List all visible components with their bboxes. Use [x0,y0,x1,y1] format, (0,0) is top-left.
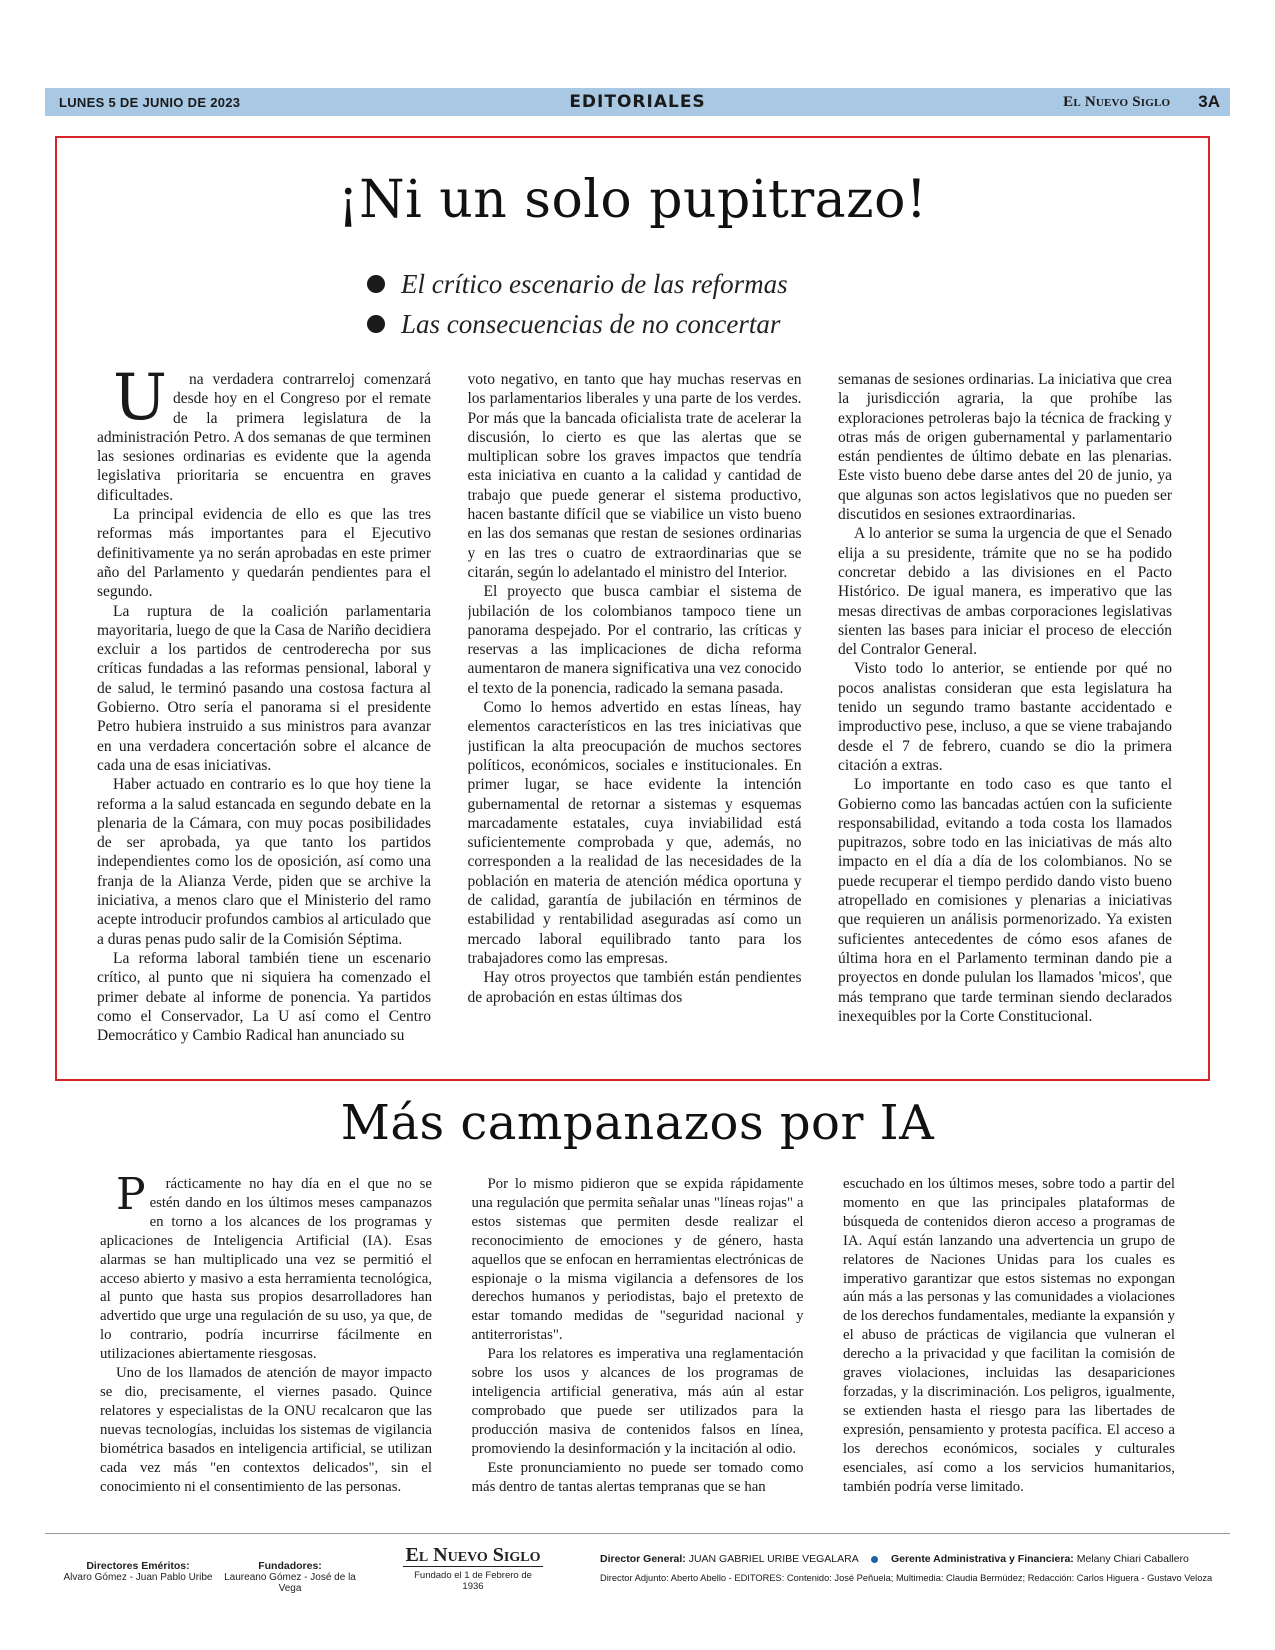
gerente-label: Gerente Administrativa y Financiera: [890,1553,1074,1565]
paragraph: Hay otros proyectos que también están pendientes de aprobación en estas últimas dos [467,969,802,1006]
paragraph: Haber actuado en contrario es lo que hoy tiene la reforma a la salud estancada en segundo debate en la plenaria de la Cámara, con muy pocas posibilidades de ser aprobada, ya que tanto los partidos independientes como los de oposición, así como una franja de la Alianza Verde, piden que se archive la iniciativa, a menos claro que el Ministerio del ramo acepte introducir profundos cambios al articulado que a duras penas pudo salir de la Comisión Séptima. [97,776,431,948]
gerente-name: Melany Chiari Caballero [1076,1553,1189,1565]
text-column [100,1175,432,1510]
paragraph: La ruptura de la coalición parlamentaria mayoritaria, luego de que la Casa de Nariño decidiera excluir a los partidos de centroderecha por sus críticas fundadas a las reformas pensional, laboral y de salud, le terminó pasando una costosa factura al Gobierno. Otro sería el panorama si el presidente Petro hubiera instruido a sus ministros para avanzar en una verdadera concertación sobre el alcance de cada una de esas iniciativas. [97,602,431,774]
paragraph: Por lo mismo pidieron que se expida rápidamente una regulación que permita señalar unas "líneas rojas" a estos sistemas que permiten desde realizar el reconocimiento de emociones y de género, hasta aquellos que se enfocan en herramientas electrónicas de espionaje o la misma vigilancia a defensores de los derechos humanos y periodistas, bajo el pretexto de estar tomando medidas de "seguridad nacional y antiterroristas". [471,1176,804,1344]
paragraph: Para los relatores es imperativa una reglamentación sobre los usos y alcances de los programas de inteligencia artificial generativa, más aún al estar comprobado que puede ser utilizados para la producción masiva de contenidos falsos en línea, promoviendo la desinformación y la incitación al odio. [471,1346,804,1457]
second-editorial-title: Más campanazos por IA [340,1095,935,1151]
drop-cap: P [116,1175,146,1220]
subhead-item [367,304,788,344]
emeritos-label: Directores Eméritos: [86,1560,190,1572]
paragraph: Lo importante en todo caso es que tanto el Gobierno como las bancadas actúen con la suficiente responsabilidad, evitando a toda costa los llamados pupitrazos, sobre todo en las iniciativas de más alto impacto en el día a día de los colombianos. No se puede recuperar el tiempo perdido dando visto bueno atropellado en comisiones y plenarias a iniciativas que requieren un análisis pormenorizado. Ya existen suficientes antecedentes de cómo esos afanes de última hora en el Parlamento terminan dando pie a proyectos en donde pululan los llamados 'micos', que más temprano que tarde terminan siendo declarados inexequibles por la Corte Constitucional. [838,776,1172,1025]
editorial-subheads [367,264,788,344]
subhead-text: El crítico escenario de las reformas [401,269,788,299]
paragraph: La principal evidencia de ello es que las tres reformas más importantes para el Ejecutivo definitivamente ya no serán aprobadas en este primer año del Parlamento y quedarán pendientes para el segundo. [97,506,431,601]
paragraph: Uno de los llamados de atención de mayor impacto se dio, precisamente, el viernes pasado. Quince relatores y especialistas de la ONU recalcaron que las nuevas tecnologías, incluidas los sistemas de vigilancia biométrica basados en inteligencia artificial, se utilizan cada vez más "en contextos delicados", sin el conocimiento ni el consentimiento de las personas. [100,1365,432,1495]
issue-date: LUNES 5 DE JUNIO DE 2023 [59,94,241,110]
logo-text: El Nuevo Siglo [403,1544,543,1567]
separator-dot-icon [871,1556,878,1563]
page-number: 3A [1198,92,1220,111]
section-header-band [45,88,1230,116]
editorial-body [97,370,1172,1065]
paragraph: escuchado en los últimos meses, sobre todo a partir del momento en que las principales plataformas de búsqueda de contenidos dieron acceso a programas de IA. Aquí están lanzando una advertencia un grupo de relatores de Naciones Unidas para los cuales es imperativo garantizar que estos sistemas no expongan aún más a las personas y las comunidades a violaciones de los derechos fundamentales, mediante la expansión y el abuso de prácticas de vigilancia que vulneran el derecho a la privacidad y que facilitan la comisión de graves violaciones, incluidas las desapariciones forzadas, y la discriminación. Los peligros, igualmente, se extienden hasta el riesgo para las libertades de expresión, pensamiento y protesta pacífica. El acceso a los derechos económicos, sociales y culturales esenciales, así como a los servicios humanitarios, también podría verse limitado. [843,1176,1175,1495]
fundadores-label: Fundadores: [258,1560,322,1572]
staff-row [600,1553,1212,1565]
newspaper-logo [403,1544,543,1592]
masthead-footer [45,1540,1230,1600]
footer-divider [45,1533,1230,1534]
bullet-icon [367,315,385,333]
paragraph: Como lo hemos advertido en estas líneas, hay elementos característicos en las tres iniciativas que justifican la alta preocupación de muchos sectores políticos, económicos, sociales e institucionales. En primer lugar, se hace evidente la intención gubernamental de retornar a sistemas y esquemas marcadamente estatales, cuya inviabilidad está suficientemente comprobada y que, además, no corresponden a la realidad de las necesidades de la población en materia de atención médica oportuna y de calidad, garantía de jubilación en términos de estabilidad y rentabilidad aseguradas así como un mercado laboral equilibrado tanto para los trabajadores como las empresas. [467,699,802,967]
director-general-label: Director General: [600,1553,686,1565]
bullet-icon [367,275,385,293]
paragraph [97,370,431,505]
paragraph: La reforma laboral también tiene un escenario crítico, al punto que ni siquiera ha comenzado el primer debate al informe de ponencia. Ya partidos como el Conservador, La U así como el Centro Democrático y Cambio Radical han anunciado su [97,949,431,1045]
fundadores-names: Laureano Gómez - José de la Vega [224,1572,356,1594]
text-column [843,1175,1175,1510]
text-column [472,1175,804,1510]
directores-emeritos [63,1560,213,1583]
paragraph: El proyecto que busca cambiar el sistema de jubilación de los colombianos tampoco tiene un panorama despejado. Por el contrario, las críticas y reservas a las implicaciones de dicha reforma aumentaron de manera significativa una vez conocido el texto de la ponencia, radicado la semana pasada. [467,583,802,697]
paragraph: Visto todo lo anterior, se entiende por qué no pocos analistas consideran que esta legislatura ha tenido un segundo tramo bastante accidentado e improductivo pese, incluso, a que se viene trabajando desde el 7 de febrero, cuando se dio la primera citación a extras. [838,660,1172,774]
founded-date: Fundado el 1 de Febrero de 1936 [414,1570,532,1592]
paragraph [100,1175,432,1364]
paragraph-text: na verdadera contrarreloj comenzará desde hoy en el Congreso por el remate de la primera legislatura de la administración Petro. A dos semanas de que terminen las sesiones ordinarias es evidente que la agenda legislativa prioritaria se encuentra en graves dificultades. [97,371,431,504]
paragraph: A lo anterior se suma la urgencia de que el Senado elija a su presidente, trámite que no se ha podido concretar debido a las divisiones en el Pacto Histórico. De igual manera, es imperativo que las mesas directivas de ambas corporaciones legislativas sienten las bases para iniciar el proceso de elección del Contralor General. [838,525,1172,659]
paragraph: semanas de sesiones ordinarias. La iniciativa que crea la jurisdicción agraria, la que prohíbe las exploraciones petroleras bajo la técnica de fracking y otras más de origen gubernamental y parlamentario están pendientes de último debate en las plenarias. Este visto bueno debe darse antes del 20 de junio, ya que algunas son actos legislativos que no pueden ser discutidos en sesiones extraordinarias. [838,371,1172,524]
text-column [838,370,1172,1065]
newspaper-brand: El Nuevo Siglo [1063,93,1171,110]
text-column [468,370,802,1065]
director-general-name: JUAN GABRIEL URIBE VEGALARA [688,1553,859,1565]
paragraph: Este pronunciamiento no puede ser tomado como más dentro de tantas alertas tempranas que se han [471,1459,804,1495]
paragraph: voto negativo, en tanto que hay muchas reservas en los parlamentarios liberales y una parte de los verdes. Por más que la bancada oficialista trate de acelerar la discusión, lo cierto es que las alertas que se multiplican sobre los graves impactos que tendría esta iniciativa en cuanto a la calidad y cantidad de trabajo que puede generar el sistema productivo, hacen bastante difícil que se viabilice un visto bueno en las dos semanas que restan de sesiones ordinarias y en las tres o cuatro de extraordinarias que se citarán, según lo adelantado el ministro del Interior. [467,371,802,581]
header-right [1063,92,1220,112]
drop-cap: U [113,370,167,435]
subhead-item [367,264,788,304]
section-name: EDITORIALES [569,92,706,112]
fundadores [215,1560,365,1594]
second-editorial-body [100,1175,1175,1510]
main-editorial-box [55,136,1210,1081]
editorial-title: ¡Ni un solo pupitrazo! [337,170,928,230]
emeritos-names: Alvaro Gómez - Juan Pablo Uribe [63,1572,213,1583]
staff-credits [600,1553,1212,1583]
editors-line: Director Adjunto: Aberto Abello - EDITORES: Contenido: José Peñuela; Multimedia: Claudia Bermúdez; Redacción: Carlos Higuera - Gustavo Veloza [600,1573,1213,1583]
paragraph-text: rácticamente no hay día en el que no se estén dando en los últimos meses campanazos en torno a los alcances de los programas y aplicaciones de Inteligencia Artificial (IA). Esas alarmas se han multiplicado una vez se permitió el acceso abierto y masivo a esta herramienta tecnológica, al punto que hasta sus propios desarrolladores han advertido que urge una regulación de su uso, ya que, de lo contrario, podría incurrirse fácilmente en utilizaciones abiertamente riesgosas. [100,1176,432,1363]
text-column [97,370,431,1065]
subhead-text: Las consecuencias de no concertar [401,309,781,339]
